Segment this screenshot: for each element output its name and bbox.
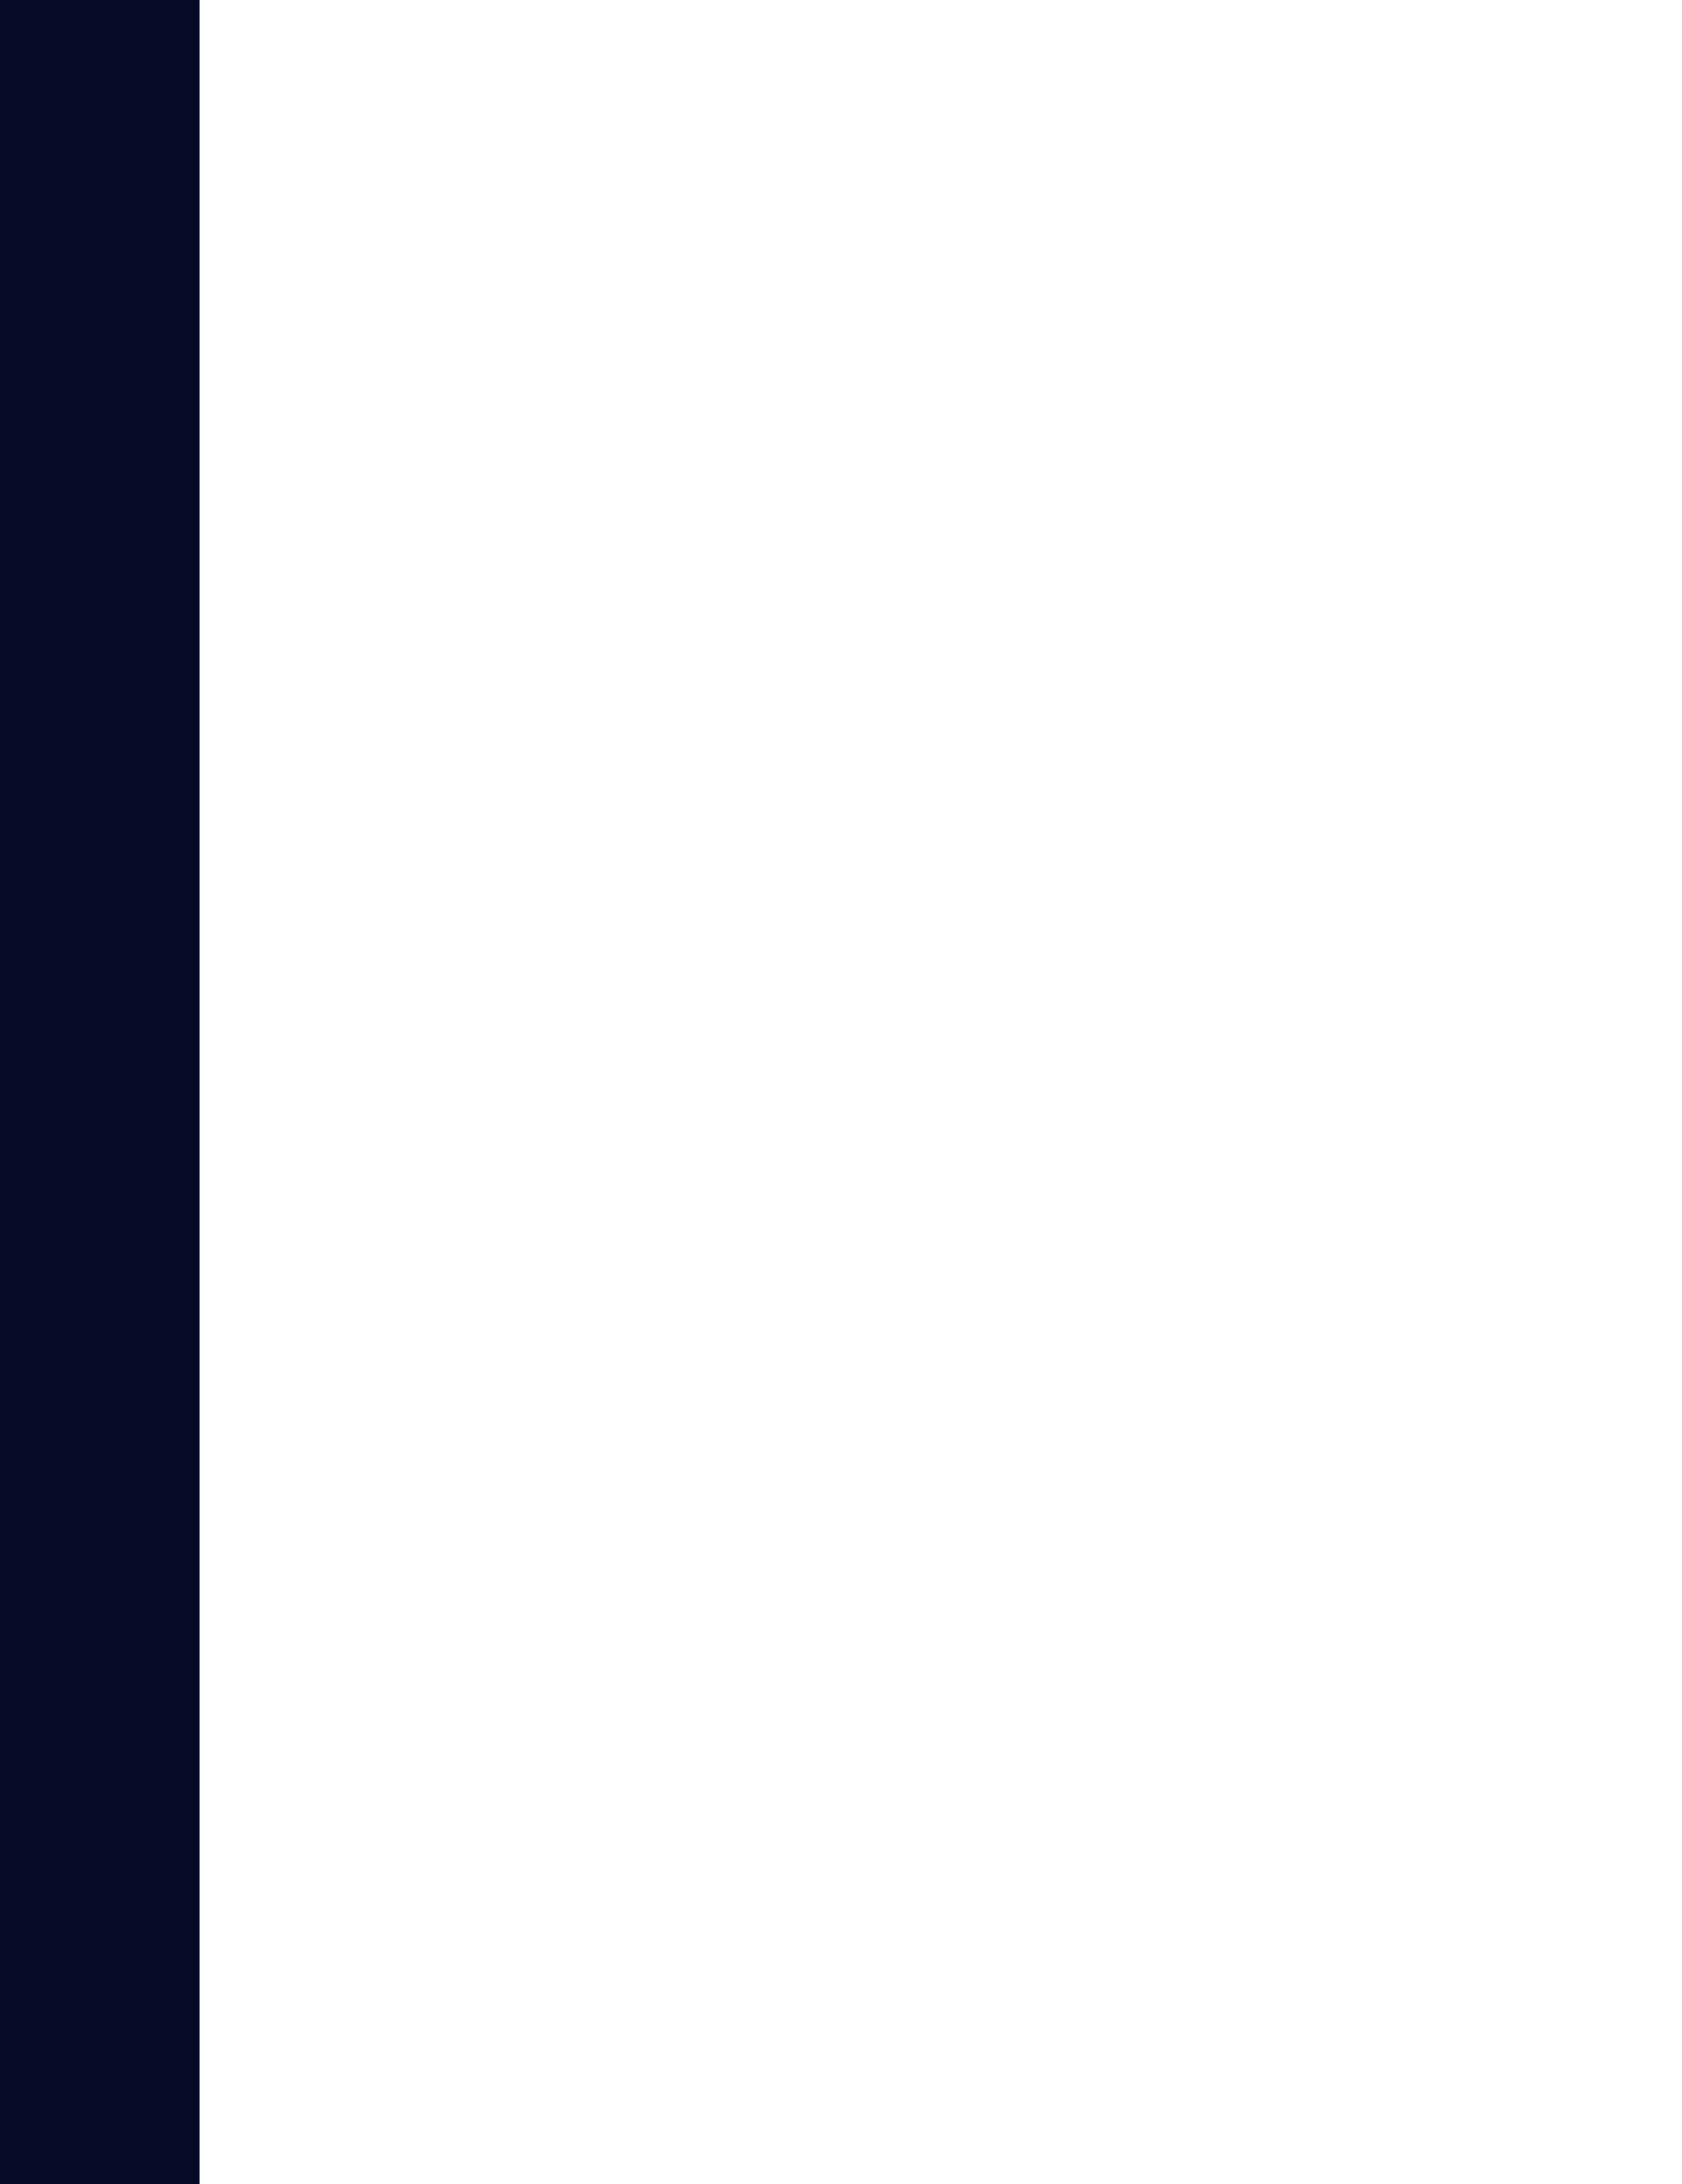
decorative-sidebar	[0, 0, 200, 2184]
credits-page	[200, 0, 1682, 2184]
fiber-optic-sparks-image	[0, 0, 200, 2184]
